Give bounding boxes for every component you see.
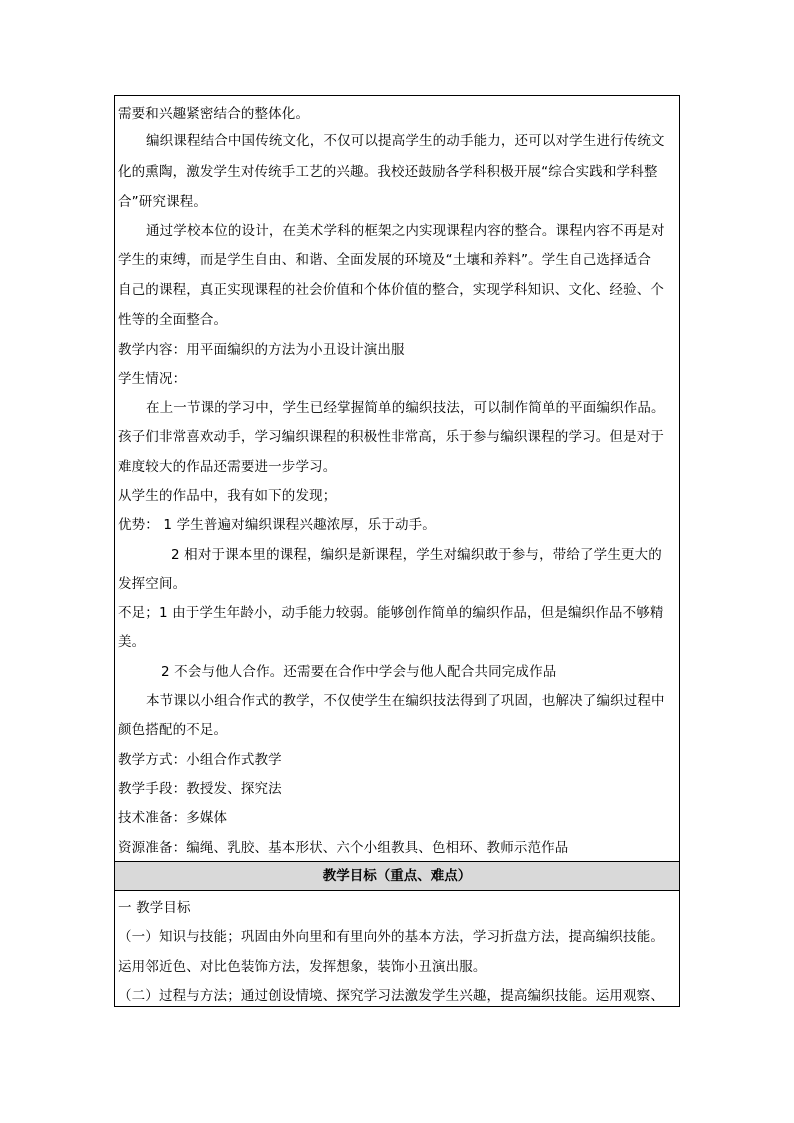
strengths-item-2: 2 相对于课本里的课程，编织是新课程，学生对编织敢于参与，带给了学生更大的: [171, 547, 662, 563]
paragraph-line: 通过学校本位的设计，在美术学科的框架之内实现课程内容的整合。课程内容不再是对: [146, 223, 665, 239]
section-header-title: 教学目标（重点、难点）: [322, 868, 472, 884]
student-situation-label: 学生情况：: [118, 371, 187, 387]
paragraph-line: 编织课程结合中国传统文化，不仅可以提高学生的动手能力，还可以对学生进行传统文: [146, 133, 665, 149]
paragraph-line: 从学生的作品中，我有如下的发现；: [118, 488, 337, 504]
teaching-content: 教学内容：用平面编织的方法为小丑设计演出服: [118, 342, 405, 358]
paragraph-line: 本节课以小组合作式的教学，不仅使学生在编织技法得到了巩固，也解决了编织过程中: [146, 693, 665, 709]
paragraph-line: 学生的束缚，而是学生自由、和谐、全面发展的环境及“土壤和养料”。学生自己选择适合: [118, 252, 651, 268]
technical-preparation: 技术准备：多媒体: [118, 810, 228, 826]
teaching-method: 教学方式：小组合作式教学: [118, 752, 282, 768]
paragraph-line: 性等的全面整合。: [118, 312, 228, 328]
objective-knowledge: （一）知识与技能；巩固由外向里和有里向外的基本方法，学习折盘方法，提高编织技能。: [118, 929, 664, 945]
table-divider-top: [114, 861, 680, 862]
paragraph-line: 颜色搭配的不足。: [118, 722, 228, 738]
weakness-item-1: 不足；1 由于学生年龄小，动手能力较弱。能够创作简单的编织作品，但是编织作品不够精: [118, 605, 664, 621]
strengths-item-1: 优势： 1 学生普遍对编织课程兴趣浓厚，乐于动手。: [118, 517, 436, 533]
table-divider-bottom: [114, 890, 680, 891]
paragraph-line: 难度较大的作品还需要进一步学习。: [118, 459, 337, 475]
paragraph-line: 合”研究课程。: [118, 194, 208, 210]
paragraph-line: 在上一节课的学习中，学生已经掌握简单的编织技法，可以制作简单的平面编织作品。: [146, 400, 665, 416]
paragraph-line: 发挥空间。: [118, 576, 187, 592]
teaching-means: 教学手段：教授发、探究法: [118, 781, 282, 797]
objectives-heading: 一 教学目标: [118, 900, 191, 916]
paragraph-line: 需要和兴趣紧密结合的整体化。: [118, 106, 310, 122]
objective-process: （二）过程与方法；通过创设情境、探究学习法激发学生兴趣，提高编织技能。运用观察、: [118, 988, 664, 1004]
paragraph-line: 自己的课程，真正实现课程的社会价值和个体价值的整合，实现学科知识、文化、经验、个: [118, 282, 664, 298]
paragraph-line: 孩子们非常喜欢动手，学习编织课程的积极性非常高，乐于参与编织课程的学习。但是对于: [118, 429, 664, 445]
resource-preparation: 资源准备：编绳、乳胶、基本形状、六个小组教具、色相环、教师示范作品: [118, 840, 569, 856]
paragraph-line: 美。: [118, 634, 146, 650]
paragraph-line: 运用邻近色、对比色装饰方法，发挥想象，装饰小丑演出服。: [118, 959, 487, 975]
paragraph-line: 化的熏陶，激发学生对传统手工艺的兴趣。我校还鼓励各学科积极开展“综合实践和学科整: [118, 164, 658, 180]
weakness-item-2: 2 不会与他人合作。还需要在合作中学会与他人配合共同完成作品: [161, 664, 557, 680]
